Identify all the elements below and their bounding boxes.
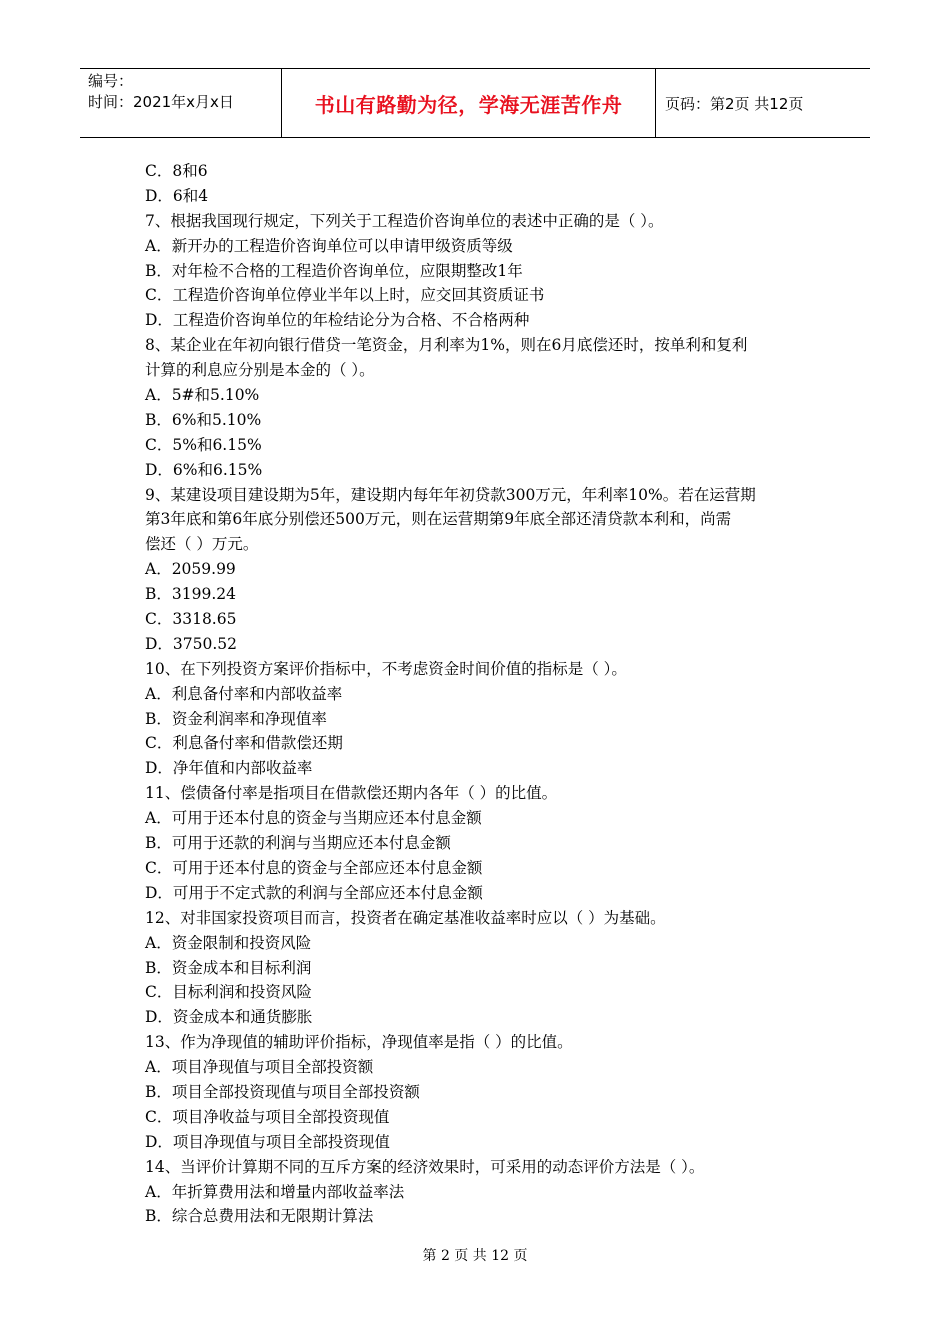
- text-line: A．资金限制和投资风险: [145, 933, 312, 952]
- text-line: 7、根据我国现行规定，下列关于工程造价咨询单位的表述中正确的是（ ）。: [145, 211, 664, 230]
- text-line: A．2059.99: [145, 560, 236, 579]
- text-line: A．年折算费用法和增量内部收益率法: [145, 1182, 405, 1201]
- text-line: A．5#和5.10%: [145, 386, 260, 405]
- text-line: D．6和4: [145, 186, 209, 205]
- page-footer: 第 2 页 共 12 页: [422, 1248, 528, 1264]
- text-line: C．工程造价咨询单位停业半年以上时，应交回其资质证书: [145, 286, 545, 305]
- header-meta: [80, 69, 282, 137]
- header-motto: 书山有路勤为径，学海无涯苦作舟: [282, 69, 656, 137]
- document-body: [145, 159, 825, 1229]
- text-line: 11、偿债备付率是指项目在借款偿还期内各年（ ）的比值。: [145, 784, 558, 803]
- serial-number-label: 编号：: [88, 72, 134, 90]
- text-line: B．资金成本和目标利润: [145, 958, 312, 977]
- text-line: 13、作为净现值的辅助评价指标，净现值率是指（ ）的比值。: [145, 1033, 573, 1052]
- text-line: B．综合总费用法和无限期计算法: [145, 1207, 374, 1226]
- text-line: 8、某企业在年初向银行借贷一笔资金，月利率为1%，则在6月底偿还时，按单利和复利: [145, 336, 748, 355]
- header-page-info: 页码：第2页 共12页: [665, 94, 804, 113]
- text-line: D．项目净现值与项目全部投资现值: [145, 1132, 390, 1151]
- text-line: A．可用于还本付息的资金与当期应还本付息金额: [145, 809, 482, 828]
- text-line: D．3750.52: [145, 634, 238, 653]
- text-line: B．可用于还款的利润与当期应还本付息金额: [145, 834, 451, 853]
- text-line: B．项目全部投资现值与项目全部投资额: [145, 1082, 420, 1101]
- text-line: 12、对非国家投资项目而言，投资者在确定基准收益率时应以（ ）为基础。: [145, 908, 666, 927]
- text-line: C．项目净收益与项目全部投资现值: [145, 1107, 390, 1126]
- text-line: A．新开办的工程造价咨询单位可以申请甲级资质等级: [145, 236, 513, 255]
- text-line: 计算的利息应分别是本金的（ ）。: [145, 361, 375, 380]
- time-label: 时间：2021年x月x日: [88, 93, 234, 111]
- text-line: D．可用于不定式款的利润与全部应还本付息金额: [145, 883, 483, 902]
- text-line: D．6%和6.15%: [145, 460, 263, 479]
- text-line: A．利息备付率和内部收益率: [145, 684, 343, 703]
- text-line: 10、在下列投资方案评价指标中，不考虑资金时间价值的指标是（ ）。: [145, 659, 627, 678]
- text-line: D．净年值和内部收益率: [145, 759, 313, 778]
- text-line: C．8和6: [145, 162, 208, 180]
- text-line: D．资金成本和通货膨胀: [145, 1008, 313, 1027]
- page-header: [80, 68, 870, 138]
- text-line: 14、当评价计算期不同的互斥方案的经济效果时，可采用的动态评价方法是（ ）。: [145, 1157, 705, 1176]
- text-line: C．3318.65: [145, 610, 237, 629]
- text-line: A．项目净现值与项目全部投资额: [145, 1058, 374, 1077]
- text-line: C．利息备付率和借款偿还期: [145, 734, 343, 753]
- text-line: C．目标利润和投资风险: [145, 983, 312, 1002]
- text-line: B．3199.24: [145, 585, 236, 604]
- text-line: 第3年底和第6年底分别偿还500万元，则在运营期第9年底全部还清贷款本利和，尚需: [145, 510, 732, 529]
- text-line: D．工程造价咨询单位的年检结论分为合格、不合格两种: [145, 311, 530, 330]
- text-line: B．资金利润率和净现值率: [145, 709, 327, 728]
- text-line: 9、某建设项目建设期为5年，建设期内每年年初贷款300万元，年利率10%。若在运营期: [145, 485, 756, 504]
- text-line: B．对年检不合格的工程造价咨询单位，应限期整改1年: [145, 261, 523, 280]
- text-line: C．5%和6.15%: [145, 435, 262, 454]
- text-line: B．6%和5.10%: [145, 410, 262, 429]
- text-line: C．可用于还本付息的资金与全部应还本付息金额: [145, 858, 483, 877]
- text-line: 偿还（ ）万元。: [145, 535, 259, 554]
